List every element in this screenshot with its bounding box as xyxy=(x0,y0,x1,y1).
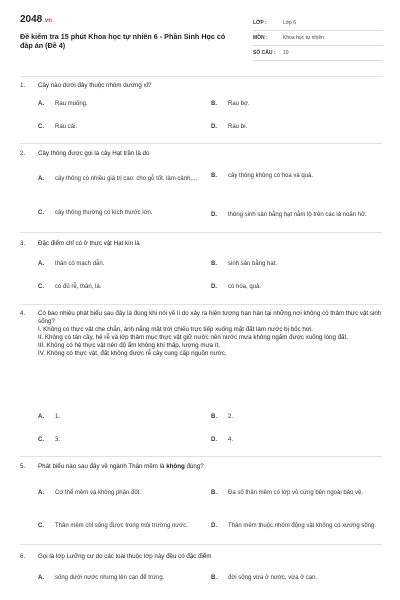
option-text: 4. xyxy=(228,437,234,443)
option-text: 1. xyxy=(55,414,61,420)
site-logo[interactable] xyxy=(20,14,52,25)
statement-line: II. Không có tán cây, hệ rễ và lớp thảm mục thực vật giữ nước nên nước mưa không ngấm được xuống lòng đất. xyxy=(38,334,348,341)
option-letter: B. xyxy=(211,490,217,496)
meta-key: SỐ CÂU : xyxy=(253,50,276,56)
option-letter: B. xyxy=(211,101,217,107)
option-a[interactable] xyxy=(38,168,203,190)
option-d[interactable] xyxy=(211,204,381,226)
meta-row-subject xyxy=(253,31,383,46)
question-text-part: đúng? xyxy=(184,463,204,470)
option-text: cây thông có nhiều giá trị cao: cho gỗ tốt, làm cảnh,... xyxy=(55,176,198,182)
question-text-part: Phát biểu nào sau đây về ngành Thân mềm là xyxy=(38,463,167,470)
meta-key: LỚP : xyxy=(253,20,267,26)
option-letter: B. xyxy=(211,261,217,267)
question-5 xyxy=(20,463,382,471)
meta-value: Lớp 6 xyxy=(283,20,297,26)
statement-line: IV. Không có thực vật, đất không được rễ cây cung cấp nguồn nước. xyxy=(38,350,227,357)
option-letter: B. xyxy=(211,414,217,420)
question-1 xyxy=(20,82,382,90)
option-text: thân có mạch dẫn. xyxy=(55,261,105,267)
option-letter: A. xyxy=(38,575,44,581)
option-b[interactable] xyxy=(211,413,381,421)
option-text: đời sống vừa ở nước, vừa ở cạn. xyxy=(228,575,318,581)
option-text: Rau muống. xyxy=(55,101,88,107)
option-c[interactable] xyxy=(38,515,188,537)
option-text: sinh sản bằng hạt. xyxy=(228,261,278,267)
option-letter: C. xyxy=(38,210,44,216)
option-letter: A. xyxy=(38,176,44,182)
meta-row-class xyxy=(253,16,383,31)
meta-value: 10 xyxy=(283,50,289,56)
header xyxy=(0,0,400,72)
meta-value: Khoa học tự nhiên xyxy=(283,35,324,41)
option-a[interactable] xyxy=(38,260,208,268)
divider xyxy=(20,456,382,457)
question-text: Cây thông được gọi là cây Hạt trần là do xyxy=(38,150,150,157)
option-text: cây thông không có hoa và quả. xyxy=(228,173,314,179)
question-text xyxy=(38,463,382,471)
option-text: Rau bợ. xyxy=(228,101,250,107)
question-number: 2. xyxy=(20,150,26,157)
question-6 xyxy=(20,553,382,561)
option-letter: D. xyxy=(211,523,217,529)
statement-list xyxy=(20,326,382,358)
question-text: Đặc điểm chỉ có ở thực vật Hạt kín là xyxy=(38,240,140,247)
option-letter: C. xyxy=(38,284,44,290)
option-letter: D. xyxy=(211,284,217,290)
divider xyxy=(20,143,382,144)
question-emphasis: không xyxy=(166,463,185,470)
option-text: Cơ thể mềm và không phân đốt. xyxy=(55,490,141,496)
option-d[interactable] xyxy=(211,123,381,131)
option-a[interactable] xyxy=(38,574,208,582)
option-letter: D. xyxy=(211,124,217,130)
meta-table xyxy=(253,16,383,61)
logo-text: 2048 xyxy=(20,14,43,25)
page-title: Đề kiểm tra 15 phút Khoa học tự nhiên 6 - Phần Sinh Học có đáp án (Đề 4) xyxy=(20,32,226,50)
question-number: 5. xyxy=(20,463,26,470)
option-text: 2. xyxy=(228,414,234,420)
meta-row-count xyxy=(253,46,383,61)
option-c[interactable] xyxy=(38,283,208,291)
option-text: thông sinh sản bằng hạt nằm lộ trên các lá noãn hở. xyxy=(228,212,367,218)
question-4 xyxy=(20,310,382,358)
question-number: 1. xyxy=(20,82,26,89)
question-number: 4. xyxy=(20,310,26,317)
option-text: 3. xyxy=(55,437,61,443)
option-a[interactable] xyxy=(38,100,208,108)
option-c[interactable] xyxy=(38,436,208,444)
option-d[interactable] xyxy=(211,283,381,291)
option-text: sống dưới nước nhưng lên cạn để trứng. xyxy=(55,575,165,581)
option-letter: A. xyxy=(38,101,44,107)
option-b[interactable] xyxy=(211,574,381,582)
option-letter: C. xyxy=(38,523,44,529)
question-number: 3. xyxy=(20,240,26,247)
divider xyxy=(20,544,382,545)
option-d[interactable] xyxy=(211,436,381,444)
option-letter: C. xyxy=(38,437,44,443)
divider xyxy=(20,76,382,77)
divider xyxy=(20,304,382,305)
option-d[interactable] xyxy=(211,515,381,537)
option-text: có đủ rễ, thân, lá. xyxy=(55,284,102,290)
logo-tail: .vn xyxy=(43,18,52,24)
option-letter: B. xyxy=(211,173,217,179)
option-letter: D. xyxy=(211,437,217,443)
statement-line: I. Không có thực vật che chắn, ánh nắng mặt trời chiếu trực tiếp xuống mặt đất làm nước bị bốc hơi. xyxy=(38,326,313,333)
option-letter: A. xyxy=(38,414,44,420)
option-text: Đa số thân mềm có lớp vỏ cứng bên ngoài bảo vệ. xyxy=(228,490,364,496)
question-number: 6. xyxy=(20,553,26,560)
option-a[interactable] xyxy=(38,413,208,421)
divider xyxy=(20,232,382,233)
option-text: có hoa, quả. xyxy=(228,284,262,290)
option-b[interactable] xyxy=(211,482,381,504)
meta-key: MÔN : xyxy=(253,35,268,41)
option-text: Rau cải. xyxy=(55,124,78,130)
question-2 xyxy=(20,150,382,158)
option-text: Thân mềm chỉ sống được trong môi trường nước. xyxy=(55,523,188,529)
option-a[interactable] xyxy=(38,489,208,497)
option-letter: D. xyxy=(211,212,217,218)
question-text: Có bao nhiêu phát biểu sau đây là đúng khi nói về lí do xảy ra hiện tượng hạn hán tại những nơi không có thảm thực vật sinh sống? xyxy=(38,310,382,325)
option-b[interactable] xyxy=(211,100,381,108)
question-text: Gọi là lớp Lưỡng cư do các loài thuộc lớp này đều có đặc điểm xyxy=(38,553,212,560)
option-c[interactable] xyxy=(38,123,208,131)
option-b[interactable] xyxy=(211,172,381,180)
option-letter: C. xyxy=(38,124,44,130)
option-text: cây thông thường có kích thước lớn. xyxy=(55,210,153,216)
statement-line: III. Không có hệ thực vật nên độ ẩm không khí thấp, lượng mưa ít. xyxy=(38,342,220,349)
question-text: Cây nào dưới đây thuộc nhóm dương xỉ? xyxy=(38,82,152,89)
option-text: Rau bí. xyxy=(228,124,248,130)
option-letter: A. xyxy=(38,261,44,267)
option-letter: A. xyxy=(38,490,44,496)
question-3 xyxy=(20,240,382,248)
option-text: Thân mềm thuộc nhóm động vật không có xương sống. xyxy=(228,523,377,529)
option-c[interactable] xyxy=(38,209,208,217)
option-b[interactable] xyxy=(211,260,381,268)
option-letter: B. xyxy=(211,575,217,581)
